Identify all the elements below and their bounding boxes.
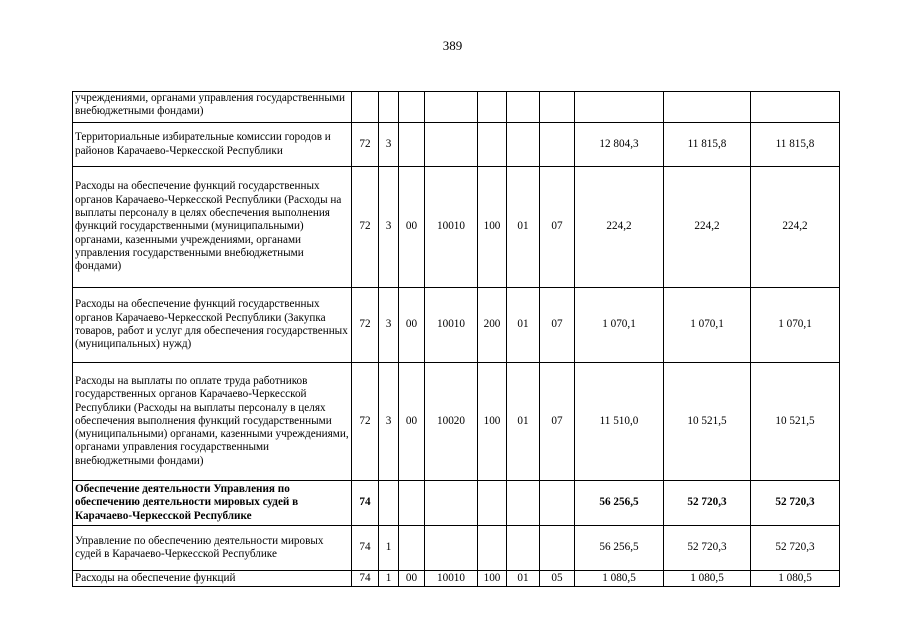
code-cell: 200 xyxy=(478,288,507,363)
code-cell: 07 xyxy=(540,167,575,288)
row-description: Территориальные избирательные комиссии городов и районов Карачаево-Черкесской Республики xyxy=(73,123,352,167)
table-row xyxy=(73,288,840,363)
code-cell: 07 xyxy=(540,288,575,363)
table-row xyxy=(73,92,840,123)
code-cell: 00 xyxy=(399,167,425,288)
amount-cell: 52 720,3 xyxy=(751,481,840,526)
budget-table xyxy=(72,91,840,587)
code-cell xyxy=(478,123,507,167)
code-cell xyxy=(399,123,425,167)
amount-cell: 56 256,5 xyxy=(575,481,664,526)
code-cell xyxy=(507,123,540,167)
code-cell: 01 xyxy=(507,363,540,481)
code-cell: 74 xyxy=(352,571,379,587)
code-cell: 72 xyxy=(352,123,379,167)
amount-cell: 224,2 xyxy=(575,167,664,288)
code-cell xyxy=(540,92,575,123)
code-cell xyxy=(425,123,478,167)
amount-cell: 1 070,1 xyxy=(664,288,751,363)
amount-cell: 52 720,3 xyxy=(664,481,751,526)
code-cell xyxy=(478,92,507,123)
amount-cell xyxy=(575,92,664,123)
table-row xyxy=(73,167,840,288)
code-cell xyxy=(425,481,478,526)
row-description: Расходы на выплаты по оплате труда работников государственных органов Карачаево-Черкесской Республики (Расходы на выплаты персоналу в целях обеспечения выполнения функций государственными (муниципальными) органами, казенными учреждениями, органами управления государственными внебюджетными фондами) xyxy=(73,363,352,481)
amount-cell: 11 510,0 xyxy=(575,363,664,481)
code-cell: 100 xyxy=(478,167,507,288)
amount-cell: 56 256,5 xyxy=(575,526,664,571)
code-cell: 01 xyxy=(507,571,540,587)
amount-cell: 224,2 xyxy=(664,167,751,288)
table-row xyxy=(73,526,840,571)
code-cell: 00 xyxy=(399,571,425,587)
table-row xyxy=(73,571,840,587)
code-cell xyxy=(352,92,379,123)
amount-cell xyxy=(664,92,751,123)
amount-cell: 52 720,3 xyxy=(664,526,751,571)
code-cell: 3 xyxy=(379,123,399,167)
row-description: учреждениями, органами управления государственными внебюджетными фондами) xyxy=(73,92,352,123)
row-description: Управление по обеспечению деятельности мировых судей в Карачаево-Черкесской Республике xyxy=(73,526,352,571)
table-row xyxy=(73,123,840,167)
code-cell xyxy=(379,92,399,123)
code-cell: 100 xyxy=(478,571,507,587)
code-cell: 74 xyxy=(352,526,379,571)
code-cell xyxy=(399,526,425,571)
code-cell xyxy=(507,481,540,526)
code-cell: 01 xyxy=(507,288,540,363)
amount-cell: 52 720,3 xyxy=(751,526,840,571)
page-number: 389 xyxy=(442,38,463,53)
code-cell xyxy=(540,123,575,167)
code-cell: 3 xyxy=(379,288,399,363)
code-cell xyxy=(507,526,540,571)
code-cell xyxy=(399,481,425,526)
amount-cell: 1 080,5 xyxy=(575,571,664,587)
amount-cell: 224,2 xyxy=(751,167,840,288)
code-cell: 3 xyxy=(379,167,399,288)
code-cell: 10010 xyxy=(425,288,478,363)
code-cell: 100 xyxy=(478,363,507,481)
code-cell xyxy=(478,526,507,571)
amount-cell: 1 080,5 xyxy=(751,571,840,587)
code-cell: 72 xyxy=(352,363,379,481)
code-cell xyxy=(540,526,575,571)
code-cell: 07 xyxy=(540,363,575,481)
code-cell xyxy=(425,92,478,123)
code-cell: 1 xyxy=(379,571,399,587)
row-description: Расходы на обеспечение функций государственных органов Карачаево-Черкесской Республики (Расходы на выплаты персоналу в целях обеспечения выполнения функций государственными (муниципальными) органами, казенными учреждениями, органами управления государственными внебюджетными фондами) xyxy=(73,167,352,288)
code-cell xyxy=(425,526,478,571)
amount-cell: 10 521,5 xyxy=(664,363,751,481)
code-cell: 10020 xyxy=(425,363,478,481)
code-cell: 00 xyxy=(399,363,425,481)
code-cell: 3 xyxy=(379,363,399,481)
code-cell xyxy=(399,92,425,123)
amount-cell: 11 815,8 xyxy=(664,123,751,167)
code-cell xyxy=(507,92,540,123)
row-description: Расходы на обеспечение функций xyxy=(73,571,352,587)
code-cell: 01 xyxy=(507,167,540,288)
amount-cell: 12 804,3 xyxy=(575,123,664,167)
amount-cell: 10 521,5 xyxy=(751,363,840,481)
table-row xyxy=(73,481,840,526)
code-cell: 10010 xyxy=(425,167,478,288)
row-description: Обеспечение деятельности Управления по обеспечению деятельности мировых судей в Карачаево-Черкесской Республике xyxy=(73,481,352,526)
amount-cell: 1 070,1 xyxy=(575,288,664,363)
code-cell: 00 xyxy=(399,288,425,363)
amount-cell xyxy=(751,92,840,123)
amount-cell: 1 070,1 xyxy=(751,288,840,363)
code-cell xyxy=(540,481,575,526)
code-cell xyxy=(478,481,507,526)
row-description: Расходы на обеспечение функций государственных органов Карачаево-Черкесской Республики (Закупка товаров, работ и услуг для обеспечения государственных (муниципальных) нужд) xyxy=(73,288,352,363)
amount-cell: 11 815,8 xyxy=(751,123,840,167)
code-cell: 10010 xyxy=(425,571,478,587)
code-cell xyxy=(379,481,399,526)
table-row xyxy=(73,363,840,481)
code-cell: 05 xyxy=(540,571,575,587)
code-cell: 72 xyxy=(352,288,379,363)
code-cell: 1 xyxy=(379,526,399,571)
amount-cell: 1 080,5 xyxy=(664,571,751,587)
code-cell: 74 xyxy=(352,481,379,526)
code-cell: 72 xyxy=(352,167,379,288)
